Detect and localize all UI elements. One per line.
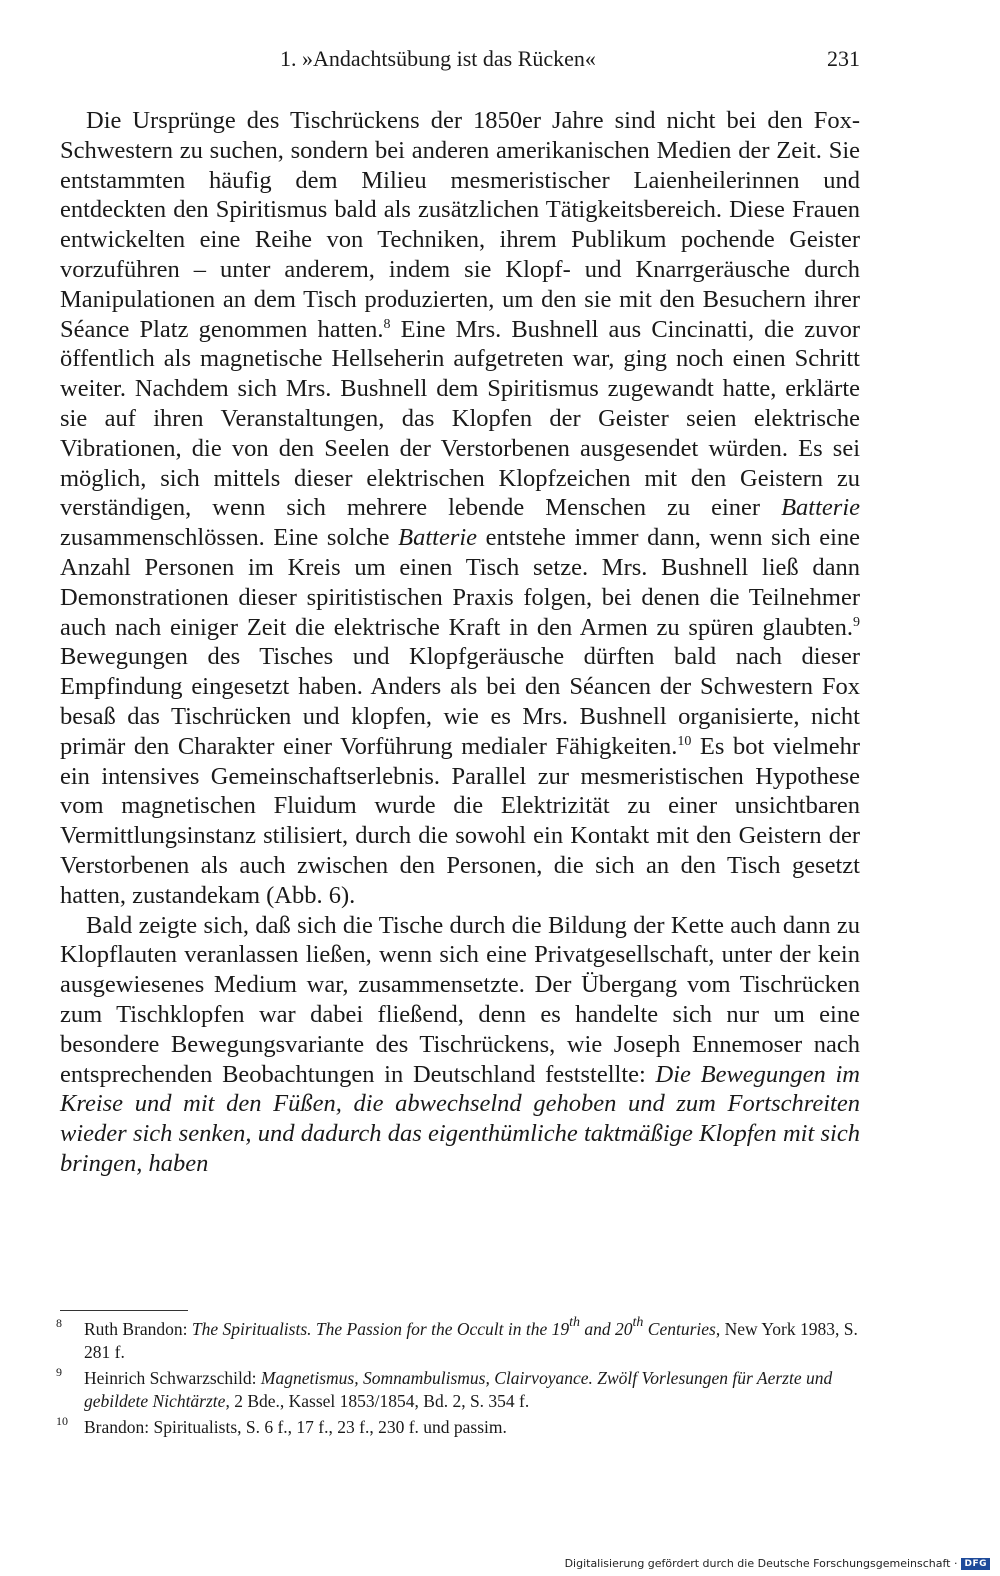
footnote-separator: [60, 1310, 188, 1311]
italic-text: Centuries: [643, 1319, 716, 1339]
italic-text: Batterie: [398, 524, 478, 552]
superscript-text: th: [632, 1315, 644, 1330]
italic-text: Magnetismus, Somnambulismus, Clairvoyance. Zwölf Vorlesungen für Aerzte und gebildete Nichtärzte: [84, 1368, 833, 1411]
footnote-text: [84, 1367, 860, 1412]
digitization-credit: [565, 1557, 990, 1570]
paragraph: [60, 106, 860, 911]
superscript-text: th: [569, 1315, 581, 1330]
running-header: [60, 44, 860, 74]
text-run: entstehe immer dann, wenn sich eine Anzahl Personen im Kreis um einen Tisch setze. Mrs. Bushnell ließ dann Demonstrationen dieser spiritistischen Praxis folgen, bei denen die Teilnehmer auch nach einiger Zeit die elektrische Kraft in den Armen zu spüren glaubten.: [60, 524, 861, 641]
footnote: [56, 1414, 860, 1439]
footnote-reference: 8: [383, 316, 391, 332]
text-run: Es bot vielmehr ein intensives Gemeinschaftserlebnis. Parallel zur mesmeristischen Hypothese vom magnetischen Fluidum wurde die Elektrizität zu einer unsichtbaren Vermittlungsinstanz stilisiert, durch die sowohl ein Kontakt mit den Geistern der Verstorbenen als auch zwischen den Personen, die sich an den Tisch gesetzt hatten, zustandekam (Abb. 6).: [60, 732, 860, 909]
italic-text: Batterie: [781, 494, 860, 522]
paragraph: [60, 911, 860, 1179]
page-number: 231: [827, 46, 860, 71]
dfg-logo: DFG: [961, 1558, 990, 1570]
text-run: , New York 1983, S. 281 f.: [84, 1319, 858, 1362]
running-title: 1. »Andachtsübung ist das Rücken«: [280, 46, 596, 71]
footnote-number: 9: [56, 1365, 62, 1379]
footnote-number: 10: [56, 1414, 68, 1428]
text-run: Bewegungen des Tisches und Klopfgeräusche dürften bald nach dieser Empfindung eingesetzt haben. Anders als bei den Séancen der Schwestern Fox besaß das Tischrücken und klopfen, wie es Mrs. Bushnell organisierte, nicht primär den Charakter einer Vorführung medialer Fähigkeiten.: [60, 643, 860, 760]
footnote-reference: 10: [677, 733, 692, 749]
text-run: zusammenschlössen. Eine solche: [60, 524, 399, 552]
footnotes: [56, 1315, 860, 1443]
credit-text: Digitalisierung gefördert durch die Deutsche Forschungsgemeinschaft ·: [564, 1557, 958, 1570]
text-run: Bald zeigte sich, daß sich die Tische durch die Bildung der Kette auch dann zu Klopflauten veranlassen ließen, wenn sich eine Privatgesellschaft, unter der kein ausgewiesenes Medium war, zusammensetzte. Der Übergang vom Tischrücken zum Tischklopfen war dabei fließend, denn es handelte sich nur um eine besondere Bewegungsvariante des Tischrückens, wie Joseph Ennemoser nach entsprechenden Beobachtungen in Deutschland feststellte:: [60, 911, 860, 1088]
italic-text: The Spiritualists. The Passion for the Occult in the 19: [191, 1319, 570, 1339]
text-run: Eine Mrs. Bushnell aus Cincinatti, die zuvor öffentlich als magnetische Hellseherin aufgetreten war, ging noch einen Schritt weiter. Nachdem sich Mrs. Bushnell dem Spiritismus zugewandt hatte, erklärte sie auf ihren Veranstaltungen, das Klopfen der Geister seien elektrische Vibrationen, die von den Seelen der Verstorbenen ausgesendet würden. Es sei möglich, sich mittels dieser elektrischen Klopfzeichen mit den Geistern zu verständigen, wenn sich mehrere lebende Menschen zu einer: [60, 315, 860, 522]
text-run: Ruth Brandon:: [84, 1319, 192, 1339]
body-text: [60, 106, 860, 1179]
italic-text: Die Bewegungen im Kreise und mit den Füßen, die abwechselnd gehoben und zum Fortschreiten wieder sich senken, und dadurch das eigenthümliche taktmäßige Klopfen mit sich bringen, haben: [60, 1060, 861, 1177]
italic-text: and 20: [580, 1319, 633, 1339]
text-run: Brandon: Spiritualists, S. 6 f., 17 f., 23 f., 230 f. und passim.: [84, 1417, 507, 1437]
footnote: [56, 1365, 860, 1412]
footnote-reference: 9: [853, 614, 860, 630]
footnote: [56, 1315, 860, 1363]
text-run: Heinrich Schwarzschild:: [84, 1368, 261, 1388]
text-run: , 2 Bde., Kassel 1853/1854, Bd. 2, S. 354 f.: [225, 1390, 530, 1411]
footnote-text: [84, 1315, 860, 1363]
text-run: Die Ursprünge des Tischrückens der 1850er Jahre sind nicht bei den Fox-Schwestern zu suchen, sondern bei anderen amerikanischen Medien der Zeit. Sie entstammten häufig dem Milieu mesmeristischer Laienheilerinnen und entdeckten den Spiritismus bald als zusätzlichen Tätigkeitsbereich. Diese Frauen entwickelten eine Reihe von Techniken, ihrem Publikum pochende Geister vorzuführen – unter anderem, indem sie Klopf- und Knarrgeräusche durch Manipulationen an dem Tisch produzierten, um den sie mit den Besuchern ihrer Séance Platz genommen hatten.: [60, 107, 860, 343]
footnote-text: [84, 1416, 860, 1439]
footnote-number: 8: [56, 1316, 62, 1330]
